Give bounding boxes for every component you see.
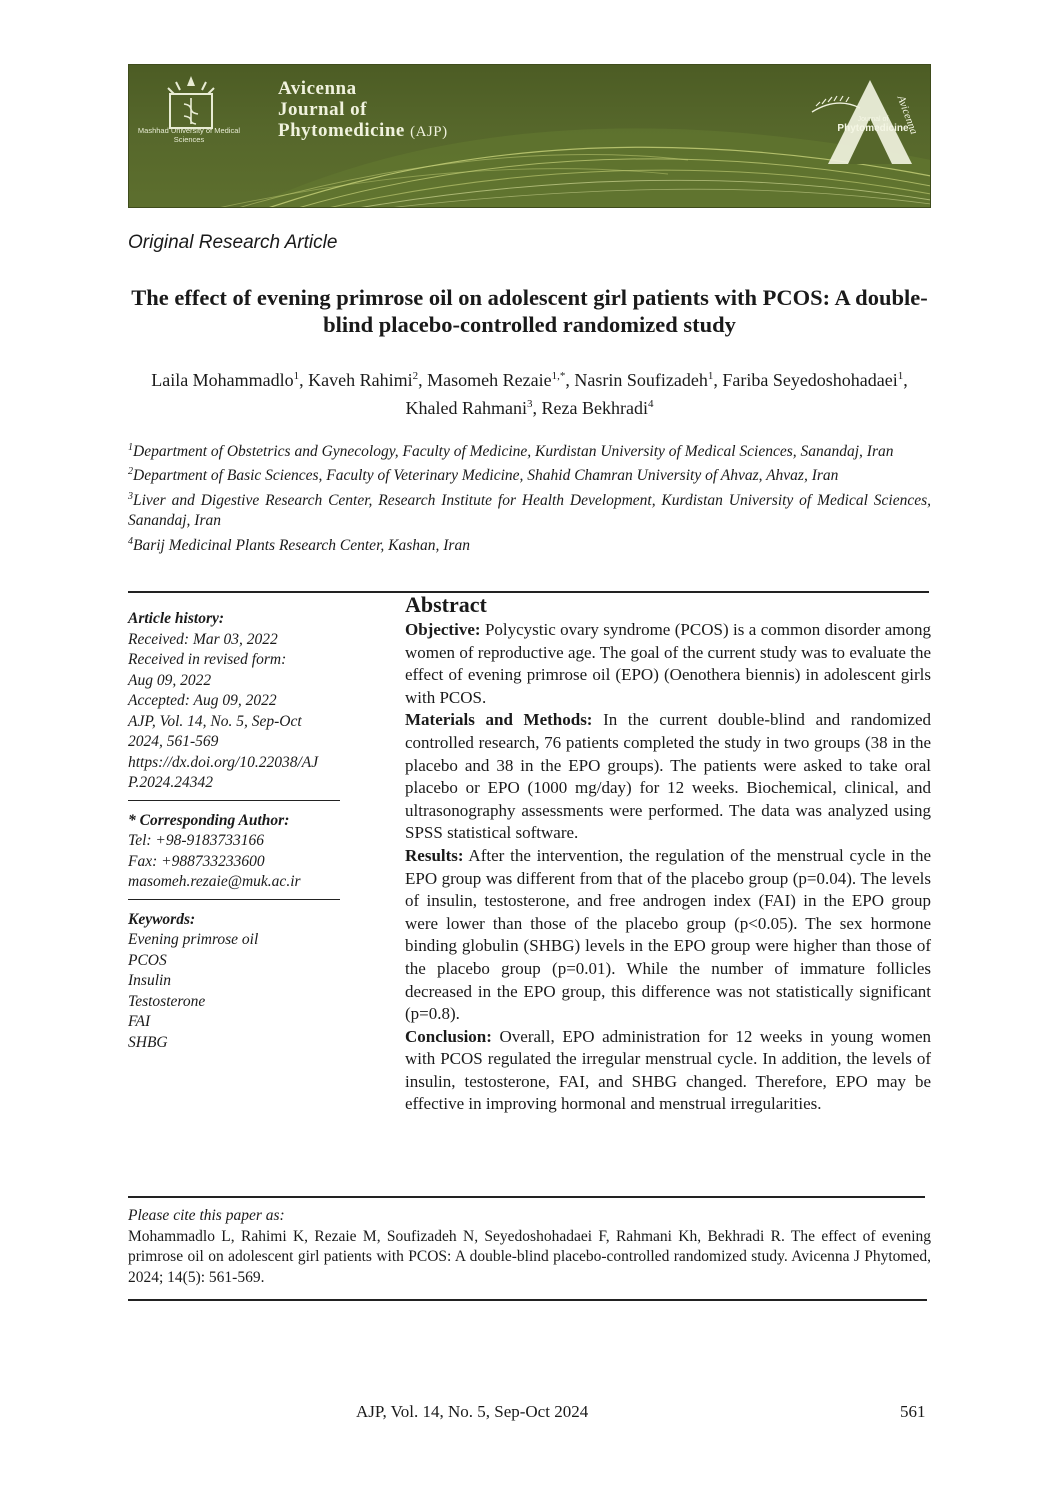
footer-page-number: 561	[900, 1402, 926, 1421]
journal-banner	[128, 64, 931, 208]
author-name: Nasrin Soufizadeh	[574, 370, 708, 390]
author-affiliation-marker: 4	[647, 398, 654, 410]
history-line: Aug 09, 2022	[128, 671, 212, 689]
article-type: Original Research Article	[128, 232, 338, 253]
affiliation: $^1$Department of Obstetrics and Gynecology, Faculty of Medicine, Kurdistan University of Medical Sciences, Sanandaj, Iran	[128, 442, 894, 461]
author-list: Laila Mohammadlo$^1$, Kaveh Rahimi$^2$, Masomeh Rezaie$^{1,*}$, Nasrin Soufizadeh$^1$, Fariba Seyedoshohadaei$^1$, Khaled Rahmani$^3$, Reza Bekhradi$^4$	[151, 370, 908, 418]
sidebar-divider	[128, 800, 340, 801]
corresponding-lines	[128, 831, 358, 893]
history-line: Accepted: Aug 09, 2022	[128, 692, 277, 709]
history-line: Received: Mar 03, 2022	[128, 630, 278, 648]
author-affiliation-marker: 1	[897, 370, 904, 382]
abstract-conclusion: Conclusion: Overall, EPO administration for 12 weeks in young women with PCOS regulated the irregular menstrual cycle. In addition, the levels of insulin, testosterone, FAI, and SHBG changed. Therefore, EPO may be effective in improving hormonal and menstrual irregularities.	[405, 1026, 931, 1114]
journal-title-line3: Phytomedicine (AJP)	[278, 120, 448, 141]
logo-label-big: Phytomedicine	[837, 123, 909, 134]
author-affiliation-marker: 3	[527, 398, 533, 410]
journal-title-line2: Journal of	[278, 99, 367, 120]
affiliation-list	[128, 438, 931, 556]
author-name: Laila Mohammadlo	[151, 370, 294, 390]
journal-title-line1: Avicenna	[278, 78, 357, 99]
keyword: Insulin	[128, 972, 172, 990]
author-affiliation-marker: 1	[293, 370, 300, 382]
history-line: AJP, Vol. 14, No. 5, Sep-Oct	[128, 712, 302, 730]
paper-title: The effect of evening primrose oil on adolescent girl patients with PCOS: A double-blind placebo-controlled randomized study	[131, 285, 928, 337]
history-line: P.2024.24342	[128, 774, 213, 791]
author-name: Khaled Rahmani	[405, 398, 527, 418]
university-name: Mashhad University of Medical Sciences	[137, 126, 241, 144]
citation-divider-top	[128, 1196, 925, 1198]
author-affiliation-marker: 2	[412, 370, 419, 382]
history-line: 2024, 561-569	[128, 733, 219, 750]
history-line: https://dx.doi.org/10.22038/AJ	[128, 753, 319, 771]
corresponding-line: masomeh.rezaie@muk.ac.ir	[128, 873, 301, 891]
author-name: Reza Bekhradi	[541, 398, 648, 418]
history-line: Received in revised form:	[128, 651, 287, 668]
corresponding-line: Tel: +98-9183733166	[128, 832, 265, 850]
abstract-methods: Materials and Methods: In the current double-blind and randomized controlled research, 76 patients completed the study in two groups (38 in the placebo and 38 in the EPO groups). The patients were asked to take oral placebo or EPO (1000 mg/day) for 12 weeks. Biochemical, clinical, and ultrasonography assessments were performed. The data was analyzed using SPSS statistical software.	[405, 710, 931, 843]
citation-text: Mohammadlo L, Rahimi K, Rezaie M, Soufizadeh N, Seyedoshohadaei F, Rahmani Kh, Bekhradi R. The effect of evening primrose oil on adolescent girl patients with PCOS: A double-blind placebo-controlled randomized study. Avicenna J Phytomed, 2024; 14(5): 561-569.	[128, 1227, 931, 1286]
citation-box	[128, 1206, 931, 1288]
keyword: FAI	[128, 1013, 151, 1031]
sidebar-divider	[128, 899, 340, 900]
logo-label-small: Journal of	[857, 116, 889, 123]
history-heading: Article history:	[128, 610, 225, 627]
citation-label: Please cite this paper as:	[128, 1207, 285, 1224]
keyword: SHBG	[128, 1033, 168, 1051]
article-info-sidebar	[128, 609, 358, 1053]
journal-title	[278, 78, 448, 143]
author-name: Masomeh Rezaie	[427, 370, 552, 390]
affiliation: $^4$Barij Medicinal Plants Research Center, Kashan, Iran	[128, 535, 470, 554]
author-name: Fariba Seyedoshohadaei	[722, 370, 898, 390]
abstract-heading: Abstract	[405, 592, 487, 617]
author-affiliation-marker: 1,*	[551, 370, 566, 382]
affiliation: $^2$Department of Basic Sciences, Faculty of Veterinary Medicine, Shahid Chamran University of Ahvaz, Ahvaz, Iran	[128, 466, 839, 485]
logo-script: Avicenna	[894, 94, 920, 137]
footer-journal: AJP, Vol. 14, No. 5, Sep-Oct 2024	[356, 1402, 589, 1421]
keywords-heading: Keywords:	[128, 910, 196, 928]
abstract-objective: Objective: Polycystic ovary syndrome (PCOS) is a common disorder among women of reproductive age. The goal of the current study was to evaluate the effect of evening primrose oil (EPO) (Oenothera biennis) in adolescent girls with PCOS.	[405, 620, 931, 707]
keyword: Evening primrose oil	[128, 931, 259, 949]
keyword-list	[128, 930, 358, 1053]
corresponding-heading: * Corresponding Author:	[128, 811, 290, 829]
history-lines	[128, 630, 358, 794]
affiliation: $^3$Liver and Digestive Research Center, Research Institute for Health Development, Kurdistan University of Medical Sciences, Sanandaj, Iran	[128, 490, 931, 530]
abstract	[405, 592, 931, 1116]
author-name: Kaveh Rahimi	[308, 370, 413, 390]
citation-divider-bottom	[128, 1299, 927, 1301]
abstract-results: Results: After the intervention, the regulation of the menstrual cycle in the EPO group was different from that of the placebo group (p=0.04). The levels of insulin, testosterone, and free androgen index (FAI) in the EPO group were lower than those of the placebo group (p<0.05). The sex hormone binding globulin (SHBG) levels in the EPO group were higher than those of the placebo group (p=0.01). While the number of immature follicles decreased in the EPO group, this difference was not statistically significant (p=0.8).	[405, 845, 931, 1024]
keyword: Testosterone	[128, 992, 206, 1010]
journal-abbr: (AJP)	[410, 124, 448, 140]
author-affiliation-marker: 1	[707, 370, 714, 382]
corresponding-line: Fax: +988733233600	[128, 852, 265, 870]
keyword: PCOS	[128, 951, 167, 969]
